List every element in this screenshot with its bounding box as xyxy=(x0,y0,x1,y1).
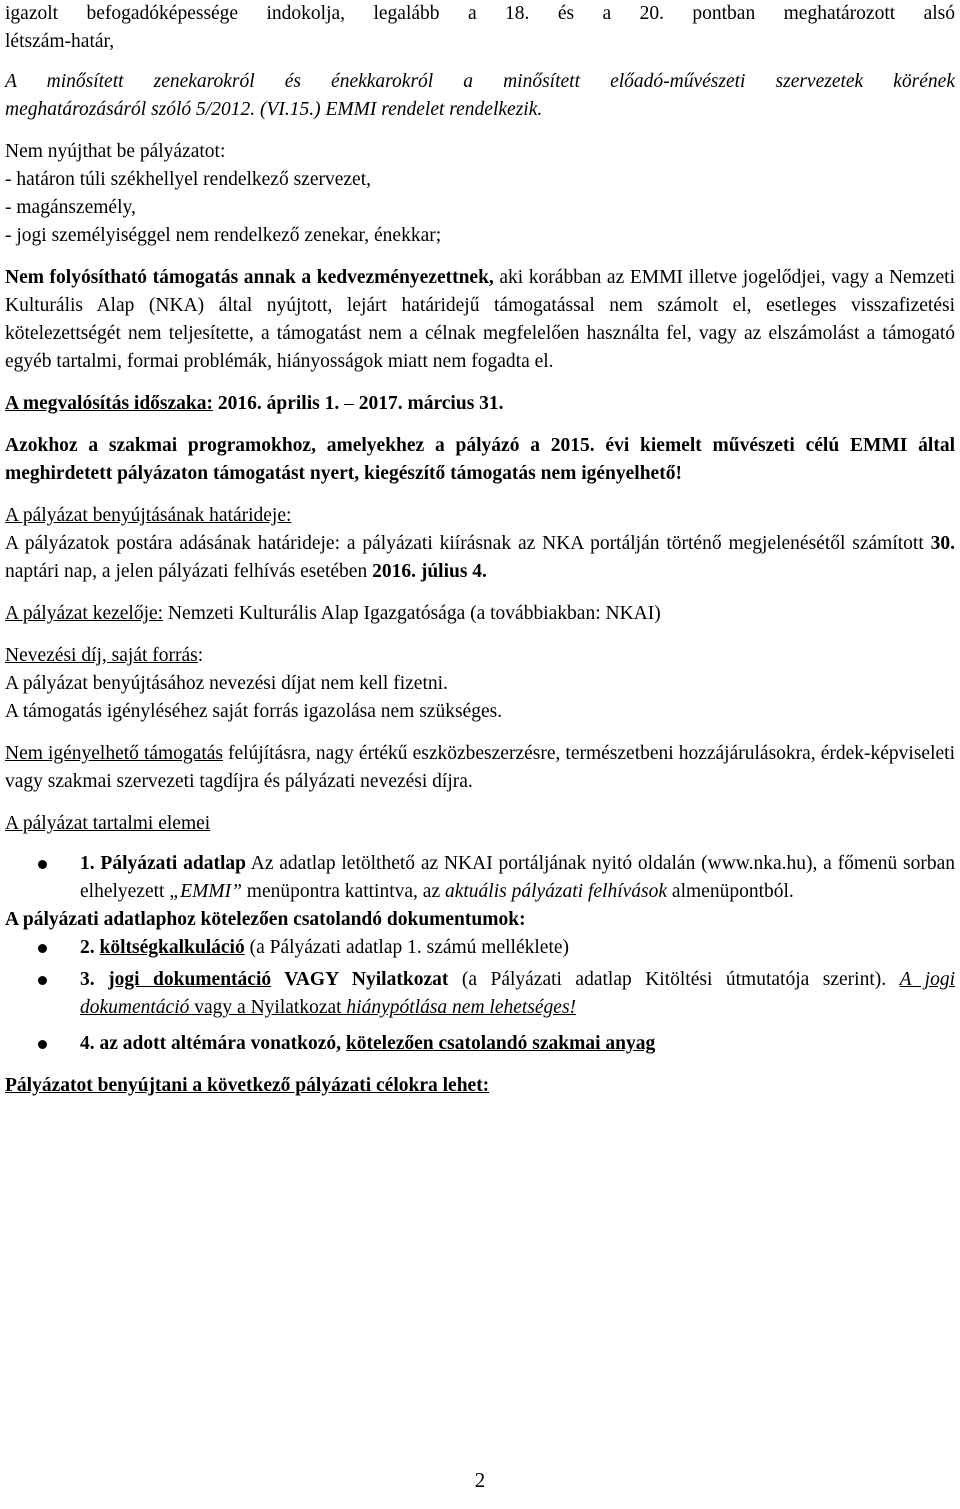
fee-line-2: A támogatás igényléséhez saját forrás igazolása nem szükséges. xyxy=(5,701,503,722)
deadline-date: 2016. július 4. xyxy=(372,561,487,582)
item3-text-1: (a Pályázati adatlap Kitöltési útmutatója szerint). xyxy=(448,969,900,990)
item3-name: jogi dokumentáció xyxy=(108,969,272,990)
list-item xyxy=(5,850,955,906)
period-label: A megvalósítás időszaka: xyxy=(5,393,214,414)
item1-menu-name: „EMMI” xyxy=(169,881,242,902)
law-reference-line-1: A minősített zenekarokról és énekkarokról a minősített előadó-művészeti szervezetek körének xyxy=(5,71,955,92)
deadline-paragraph xyxy=(5,530,955,586)
item3-italic-2: hiánypótlása nem lehetséges! xyxy=(346,997,577,1018)
excluded-item: - magánszemély, xyxy=(5,197,136,218)
not-eligible-paragraph xyxy=(5,740,955,796)
item3-alt: VAGY Nyilatkozat xyxy=(271,969,449,990)
period-end: 2017. március 31. xyxy=(358,393,504,414)
not-eligible-label: Nem igényelhető támogatás xyxy=(5,743,223,764)
excluded-title: Nem nyújthat be pályázatot: xyxy=(5,141,226,162)
not-payable-text: aki korábban az EMMI illetve jogelődjei, vagy a Nemzeti Kulturális Alap (NKA) által nyújtott, lejárt határidejű támogatással nem számolt el, esetleges visszafizetési kötelezettségét nem teljesítette, a támogatást nem a célnak megfelelően használta fel, vagy az elszámolást a támogató egyéb tartalmi, formai problémák, hiányosságok miatt nem fogadta el. xyxy=(5,267,955,372)
fee-label: Nevezési díj, saját forrás xyxy=(5,645,198,666)
contents-title: A pályázat tartalmi elemei xyxy=(5,813,211,834)
intro-line-2: létszám-határ, xyxy=(5,31,115,52)
excluded-item: - jogi személyiséggel nem rendelkező zenekar, énekkar; xyxy=(5,225,442,246)
item1-submenu-name: aktuális pályázati felhívások xyxy=(444,881,668,902)
handler-paragraph xyxy=(5,600,955,628)
item4-name: kötelezően csatolandó szakmai anyag xyxy=(345,1033,656,1054)
item1-text-2: menüpontra kattintva, az xyxy=(241,881,445,902)
handler-text: Nemzeti Kulturális Alap Igazgatósága (a továbbiakban: NKAI) xyxy=(163,603,661,624)
period-dash: – xyxy=(339,393,359,414)
list-item xyxy=(5,934,955,962)
item2-number: 2. xyxy=(80,937,100,958)
item3-text-2: vagy a Nyilatkozat xyxy=(189,997,347,1018)
item2-name: költségkalkuláció xyxy=(99,937,245,958)
targets-title: Pályázatot benyújtani a következő pályázati célokra lehet: xyxy=(5,1075,490,1096)
page-content xyxy=(5,0,955,1100)
not-eligible-text: felújításra, nagy értékű eszközbeszerzésre, természetbeni hozzájárulásokra, érdek-képviseleti vagy szakmai szervezeti tagdíjra és pályázati nevezési díjra. xyxy=(5,743,955,792)
bullet-icon xyxy=(38,976,47,985)
deadline-label: A pályázat benyújtásának határideje: xyxy=(5,505,292,526)
law-reference-line-2: meghatározásáról szóló 5/2012. (VI.15.) EMMI rendelet rendelkezik. xyxy=(5,99,543,120)
item1-title: 1. Pályázati adatlap xyxy=(80,853,246,874)
period-paragraph xyxy=(5,390,955,418)
attachments-title: A pályázati adatlaphoz kötelezően csatolandó dokumentumok: xyxy=(5,909,526,930)
deadline-days: 30. xyxy=(930,533,955,554)
list-item xyxy=(5,1030,955,1058)
excluded-item: - határon túli székhellyel rendelkező szervezet, xyxy=(5,169,371,190)
bullet-icon xyxy=(38,860,47,869)
intro-line-1: igazolt befogadóképessége indokolja, legalább a 18. és a 20. pontban meghatározott alsó xyxy=(5,3,955,24)
bullet-icon xyxy=(38,1040,47,1049)
page-number: 2 xyxy=(474,1468,486,1492)
deadline-text-2: naptári nap, a jelen pályázati felhívás esetében xyxy=(5,561,373,582)
item2-text: (a Pályázati adatlap 1. számú melléklete) xyxy=(244,937,570,958)
period-start: 2016. április 1. xyxy=(213,393,340,414)
item3-italic-1: A jogi dokumentáció xyxy=(80,969,955,1018)
fee-title xyxy=(5,642,955,670)
contents-list-1 xyxy=(5,850,955,906)
fee-line-1: A pályázat benyújtásához nevezési díjat nem kell fizetni. xyxy=(5,673,448,694)
not-payable-paragraph xyxy=(5,264,955,376)
not-payable-bold: Nem folyósítható támogatás annak a kedvezményezettnek, xyxy=(5,267,494,288)
item1-text-1: Az adatlap letölthető az NKAI portáljának nyitó oldalán (www.nka.hu), a főmenü sorban elhelyezett xyxy=(80,853,956,902)
bullet-icon xyxy=(38,944,47,953)
list-item xyxy=(5,966,955,1022)
item1-text-3: almenüpontból. xyxy=(667,881,794,902)
contents-list-2 xyxy=(5,934,955,1058)
fee-colon: : xyxy=(197,645,204,666)
supplement-paragraph: Azokhoz a szakmai programokhoz, amelyekhez a pályázó a 2015. évi kiemelt művészeti célú EMMI által meghirdetett pályázaton támogatást nyert, kiegészítő támogatás nem igényelhető! xyxy=(5,435,955,484)
handler-label: A pályázat kezelője: xyxy=(5,603,164,624)
item4-text: 4. az adott altémára vonatkozó, xyxy=(80,1033,346,1054)
item3-number: 3. xyxy=(80,969,109,990)
deadline-text-1: A pályázatok postára adásának határideje: a pályázati kiírásnak az NKA portálján történő megjelenésétől számított xyxy=(5,533,931,554)
